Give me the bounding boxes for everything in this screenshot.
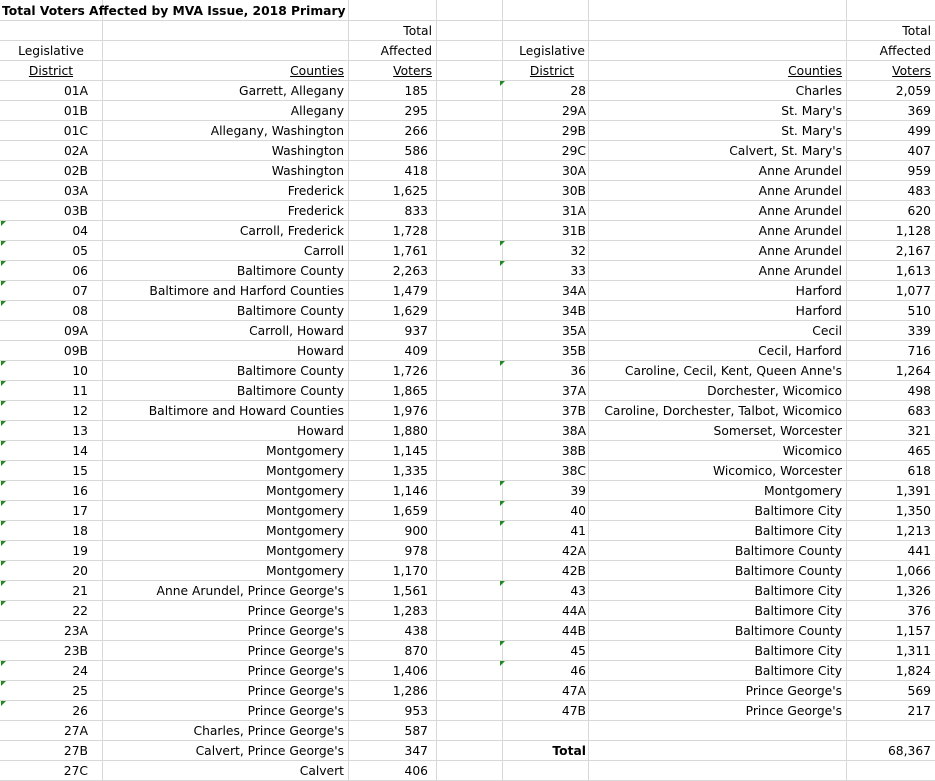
left-row-voters[interactable]: 266 — [404, 124, 428, 138]
left-row-voters[interactable]: 1,561 — [392, 584, 428, 598]
left-row-district[interactable]: 06 — [72, 264, 88, 278]
left-row-counties[interactable]: Carroll — [303, 244, 344, 258]
right-row-counties[interactable]: Wicomico — [782, 444, 842, 458]
left-row-district[interactable]: 17 — [72, 504, 88, 518]
left-row-voters[interactable]: 937 — [404, 324, 428, 338]
right-row-district[interactable]: 41 — [570, 524, 586, 538]
right-row-voters[interactable]: 1,613 — [895, 264, 931, 278]
right-row-district[interactable]: 45 — [570, 644, 586, 658]
right-row-voters[interactable]: 618 — [907, 464, 931, 478]
right-row-voters[interactable]: 1,311 — [895, 644, 931, 658]
right-row-voters[interactable]: 1,350 — [895, 504, 931, 518]
right-row-counties[interactable]: Caroline, Cecil, Kent, Queen Anne's — [624, 364, 842, 378]
left-row-district[interactable]: 11 — [72, 384, 88, 398]
right-header-voters[interactable]: Voters — [892, 64, 931, 78]
right-row-district[interactable]: 35A — [561, 324, 586, 338]
right-row-voters[interactable]: 959 — [907, 164, 931, 178]
right-row-district[interactable]: 38C — [561, 464, 586, 478]
left-row-district[interactable]: 05 — [72, 244, 88, 258]
left-row-voters[interactable]: 418 — [404, 164, 428, 178]
right-row-voters[interactable]: 1,128 — [895, 224, 931, 238]
left-row-district[interactable]: 02B — [63, 164, 88, 178]
left-row-district[interactable]: 21 — [72, 584, 88, 598]
left-row-counties[interactable]: Montgomery — [266, 564, 344, 578]
right-row-counties[interactable]: Prince George's — [745, 684, 842, 698]
right-row-voters[interactable]: 1,077 — [895, 284, 931, 298]
right-row-voters[interactable]: 321 — [907, 424, 931, 438]
left-header-legislative[interactable]: Legislative — [18, 44, 84, 58]
left-row-counties[interactable]: Howard — [296, 424, 344, 438]
right-row-voters[interactable]: 483 — [907, 184, 931, 198]
left-row-voters[interactable]: 295 — [404, 104, 428, 118]
right-row-district[interactable]: 46 — [570, 664, 586, 678]
right-row-voters[interactable]: 499 — [907, 124, 931, 138]
left-row-district[interactable]: 22 — [72, 604, 88, 618]
left-row-counties[interactable]: Calvert, Prince George's — [195, 744, 344, 758]
right-row-voters[interactable]: 407 — [907, 144, 931, 158]
right-row-voters[interactable]: 441 — [907, 544, 931, 558]
left-row-counties[interactable]: Allegany — [290, 104, 344, 118]
right-row-district[interactable]: 33 — [570, 264, 586, 278]
right-row-district[interactable]: 29B — [561, 124, 586, 138]
left-row-counties[interactable]: Montgomery — [266, 544, 344, 558]
right-row-voters[interactable]: 683 — [907, 404, 931, 418]
right-row-district[interactable]: 30B — [561, 184, 586, 198]
left-row-voters[interactable]: 409 — [404, 344, 428, 358]
left-row-district[interactable]: 07 — [72, 284, 88, 298]
right-row-voters[interactable]: 1,391 — [895, 484, 931, 498]
right-row-voters[interactable]: 498 — [907, 384, 931, 398]
left-row-counties[interactable]: Carroll, Howard — [249, 324, 344, 338]
right-row-voters[interactable]: 569 — [907, 684, 931, 698]
left-row-counties[interactable]: Charles, Prince George's — [193, 724, 344, 738]
total-label[interactable]: Total — [552, 744, 586, 758]
left-row-voters[interactable]: 1,761 — [392, 244, 428, 258]
total-value[interactable]: 68,367 — [887, 744, 931, 758]
grid-column-line — [436, 0, 437, 781]
left-row-voters[interactable]: 185 — [404, 84, 428, 98]
left-row-voters[interactable]: 1,335 — [392, 464, 428, 478]
right-row-district[interactable]: 42A — [561, 544, 586, 558]
right-row-counties[interactable]: Baltimore City — [754, 524, 842, 538]
right-row-counties[interactable]: Dorchester, Wicomico — [707, 384, 842, 398]
right-row-voters[interactable]: 1,824 — [895, 664, 931, 678]
left-row-district[interactable]: 09B — [63, 344, 88, 358]
right-row-counties[interactable]: Baltimore County — [734, 544, 842, 558]
left-row-district[interactable]: 16 — [72, 484, 88, 498]
right-row-district[interactable]: 38A — [561, 424, 586, 438]
left-row-district[interactable]: 01B — [63, 104, 88, 118]
left-header-counties[interactable]: Counties — [290, 64, 344, 78]
right-row-counties[interactable]: St. Mary's — [781, 124, 842, 138]
left-row-district[interactable]: 27C — [63, 764, 88, 778]
left-row-voters[interactable]: 833 — [404, 204, 428, 218]
right-row-voters[interactable]: 2,167 — [895, 244, 931, 258]
right-row-district[interactable]: 34A — [561, 284, 586, 298]
left-row-counties[interactable]: Baltimore County — [236, 384, 344, 398]
left-row-district[interactable]: 27B — [63, 744, 88, 758]
left-row-voters[interactable]: 1,406 — [392, 664, 428, 678]
left-row-district[interactable]: 13 — [72, 424, 88, 438]
right-row-counties[interactable]: Montgomery — [764, 484, 842, 498]
left-row-counties[interactable]: Baltimore County — [236, 304, 344, 318]
left-row-district[interactable]: 15 — [72, 464, 88, 478]
left-row-district[interactable]: 12 — [72, 404, 88, 418]
left-row-voters[interactable]: 587 — [404, 724, 428, 738]
left-row-counties[interactable]: Montgomery — [266, 504, 344, 518]
left-row-district[interactable]: 03A — [63, 184, 88, 198]
grid-row-line — [0, 40, 935, 41]
left-row-counties[interactable]: Washington — [271, 144, 344, 158]
right-header-legislative[interactable]: Legislative — [519, 44, 585, 58]
right-row-voters[interactable]: 465 — [907, 444, 931, 458]
right-row-counties[interactable]: Anne Arundel — [758, 224, 842, 238]
right-row-district[interactable]: 40 — [570, 504, 586, 518]
right-row-district[interactable]: 44B — [561, 624, 586, 638]
left-row-district[interactable]: 23B — [63, 644, 88, 658]
left-row-counties[interactable]: Prince George's — [247, 684, 344, 698]
right-row-district[interactable]: 37A — [561, 384, 586, 398]
left-row-counties[interactable]: Montgomery — [266, 444, 344, 458]
right-row-counties[interactable]: Harford — [795, 304, 842, 318]
right-row-counties[interactable]: Anne Arundel — [758, 164, 842, 178]
left-row-voters[interactable]: 1,286 — [392, 684, 428, 698]
left-row-counties[interactable]: Frederick — [287, 184, 344, 198]
sheet-title[interactable]: Total Voters Affected by MVA Issue, 2018 Primary — [2, 4, 346, 18]
right-row-counties[interactable]: Harford — [795, 284, 842, 298]
left-row-voters[interactable]: 438 — [404, 624, 428, 638]
right-row-district[interactable]: 42B — [561, 564, 586, 578]
right-row-counties[interactable]: St. Mary's — [781, 104, 842, 118]
left-row-counties[interactable]: Carroll, Frederick — [239, 224, 344, 238]
left-row-counties[interactable]: Frederick — [287, 204, 344, 218]
right-row-district[interactable]: 44A — [561, 604, 586, 618]
right-row-counties[interactable]: Somerset, Worcester — [713, 424, 842, 438]
right-row-district[interactable]: 36 — [570, 364, 586, 378]
left-header-affected[interactable]: Affected — [380, 44, 432, 58]
left-row-district[interactable]: 02A — [63, 144, 88, 158]
left-row-voters[interactable]: 1,865 — [392, 384, 428, 398]
left-row-voters[interactable]: 870 — [404, 644, 428, 658]
right-row-voters[interactable]: 376 — [907, 604, 931, 618]
left-row-district[interactable]: 03B — [63, 204, 88, 218]
left-row-voters[interactable]: 1,170 — [392, 564, 428, 578]
right-header-affected[interactable]: Affected — [879, 44, 931, 58]
left-header-district[interactable]: District — [28, 64, 74, 78]
left-row-voters[interactable]: 1,283 — [392, 604, 428, 618]
right-row-district[interactable]: 31A — [561, 204, 586, 218]
left-row-district[interactable]: 01C — [63, 124, 88, 138]
left-row-counties[interactable]: Montgomery — [266, 484, 344, 498]
left-row-district[interactable]: 25 — [72, 684, 88, 698]
right-row-counties[interactable]: Baltimore County — [734, 624, 842, 638]
left-row-voters[interactable]: 1,629 — [392, 304, 428, 318]
left-row-counties[interactable]: Baltimore County — [236, 364, 344, 378]
left-row-counties[interactable]: Howard — [296, 344, 344, 358]
left-row-district[interactable]: 19 — [72, 544, 88, 558]
left-row-counties[interactable]: Baltimore and Howard Counties — [148, 404, 344, 418]
left-row-counties[interactable]: Baltimore and Harford Counties — [149, 284, 344, 298]
left-row-district[interactable]: 01A — [63, 84, 88, 98]
left-row-voters[interactable]: 586 — [404, 144, 428, 158]
left-row-district[interactable]: 24 — [72, 664, 88, 678]
left-row-district[interactable]: 23A — [63, 624, 88, 638]
left-row-district[interactable]: 10 — [72, 364, 88, 378]
left-row-voters[interactable]: 1,479 — [392, 284, 428, 298]
left-row-district[interactable]: 26 — [72, 704, 88, 718]
right-row-counties[interactable]: Baltimore City — [754, 644, 842, 658]
right-row-district[interactable]: 34B — [561, 304, 586, 318]
right-row-voters[interactable]: 1,213 — [895, 524, 931, 538]
left-header-total[interactable]: Total — [403, 24, 432, 38]
right-row-voters[interactable]: 339 — [907, 324, 931, 338]
left-row-voters[interactable]: 900 — [404, 524, 428, 538]
left-row-voters[interactable]: 2,263 — [392, 264, 428, 278]
left-row-voters[interactable]: 1,976 — [392, 404, 428, 418]
right-row-voters[interactable]: 620 — [907, 204, 931, 218]
right-row-voters[interactable]: 1,157 — [895, 624, 931, 638]
left-row-counties[interactable]: Montgomery — [266, 524, 344, 538]
right-row-district[interactable]: 38B — [561, 444, 586, 458]
right-row-district[interactable]: 47A — [561, 684, 586, 698]
left-row-voters[interactable]: 406 — [404, 764, 428, 778]
right-header-total[interactable]: Total — [902, 24, 931, 38]
right-row-counties[interactable]: Baltimore City — [754, 664, 842, 678]
right-row-counties[interactable]: Baltimore City — [754, 604, 842, 618]
right-row-counties[interactable]: Charles — [795, 84, 842, 98]
right-header-district[interactable]: District — [529, 64, 575, 78]
left-row-counties[interactable]: Baltimore County — [236, 264, 344, 278]
left-row-voters[interactable]: 1,145 — [392, 444, 428, 458]
left-row-district[interactable]: 14 — [72, 444, 88, 458]
left-row-voters[interactable]: 953 — [404, 704, 428, 718]
right-header-counties[interactable]: Counties — [788, 64, 842, 78]
right-row-district[interactable]: 29A — [561, 104, 586, 118]
right-row-district[interactable]: 37B — [561, 404, 586, 418]
left-row-counties[interactable]: Prince George's — [247, 704, 344, 718]
right-row-voters[interactable]: 716 — [907, 344, 931, 358]
right-row-district[interactable]: 32 — [570, 244, 586, 258]
right-row-voters[interactable]: 2,059 — [895, 84, 931, 98]
right-row-counties[interactable]: Baltimore City — [754, 584, 842, 598]
right-row-counties[interactable]: Anne Arundel — [758, 264, 842, 278]
right-row-voters[interactable]: 1,326 — [895, 584, 931, 598]
left-row-counties[interactable]: Washington — [271, 164, 344, 178]
left-row-counties[interactable]: Prince George's — [247, 664, 344, 678]
left-row-voters[interactable]: 1,659 — [392, 504, 428, 518]
right-row-district[interactable]: 30A — [561, 164, 586, 178]
right-row-counties[interactable]: Anne Arundel — [758, 244, 842, 258]
left-row-district[interactable]: 04 — [72, 224, 88, 238]
right-row-district[interactable]: 43 — [570, 584, 586, 598]
right-row-counties[interactable]: Calvert, St. Mary's — [729, 144, 842, 158]
right-row-counties[interactable]: Cecil, Harford — [758, 344, 842, 358]
left-row-counties[interactable]: Garrett, Allegany — [239, 84, 344, 98]
left-row-district[interactable]: 20 — [72, 564, 88, 578]
right-row-voters[interactable]: 510 — [907, 304, 931, 318]
left-row-counties[interactable]: Allegany, Washington — [210, 124, 344, 138]
left-header-voters[interactable]: Voters — [393, 64, 432, 78]
left-row-district[interactable]: 27A — [63, 724, 88, 738]
right-row-counties[interactable]: Baltimore City — [754, 504, 842, 518]
left-row-counties[interactable]: Calvert — [299, 764, 344, 778]
left-row-voters[interactable]: 1,880 — [392, 424, 428, 438]
right-row-counties[interactable]: Cecil — [812, 324, 842, 338]
left-row-voters[interactable]: 978 — [404, 544, 428, 558]
right-row-voters[interactable]: 217 — [907, 704, 931, 718]
right-row-district[interactable]: 29C — [561, 144, 586, 158]
left-row-counties[interactable]: Montgomery — [266, 464, 344, 478]
right-row-district[interactable]: 31B — [561, 224, 586, 238]
left-row-voters[interactable]: 1,625 — [392, 184, 428, 198]
right-row-district[interactable]: 35B — [561, 344, 586, 358]
right-row-counties[interactable]: Baltimore County — [734, 564, 842, 578]
right-row-counties[interactable]: Anne Arundel — [758, 184, 842, 198]
right-row-district[interactable]: 47B — [561, 704, 586, 718]
left-row-district[interactable]: 09A — [63, 324, 88, 338]
left-row-district[interactable]: 08 — [72, 304, 88, 318]
right-row-voters[interactable]: 1,066 — [895, 564, 931, 578]
left-row-voters[interactable]: 1,726 — [392, 364, 428, 378]
left-row-voters[interactable]: 347 — [404, 744, 428, 758]
left-row-counties[interactable]: Prince George's — [247, 604, 344, 618]
left-row-counties[interactable]: Prince George's — [247, 624, 344, 638]
right-row-district[interactable]: 28 — [570, 84, 586, 98]
left-row-counties[interactable]: Anne Arundel, Prince George's — [156, 584, 344, 598]
right-row-voters[interactable]: 1,264 — [895, 364, 931, 378]
right-row-counties[interactable]: Prince George's — [745, 704, 842, 718]
left-row-district[interactable]: 18 — [72, 524, 88, 538]
right-row-counties[interactable]: Wicomico, Worcester — [712, 464, 842, 478]
right-row-district[interactable]: 39 — [570, 484, 586, 498]
right-row-counties[interactable]: Anne Arundel — [758, 204, 842, 218]
left-row-counties[interactable]: Prince George's — [247, 644, 344, 658]
right-row-voters[interactable]: 369 — [907, 104, 931, 118]
left-row-voters[interactable]: 1,146 — [392, 484, 428, 498]
right-row-counties[interactable]: Caroline, Dorchester, Talbot, Wicomico — [604, 404, 842, 418]
left-row-voters[interactable]: 1,728 — [392, 224, 428, 238]
